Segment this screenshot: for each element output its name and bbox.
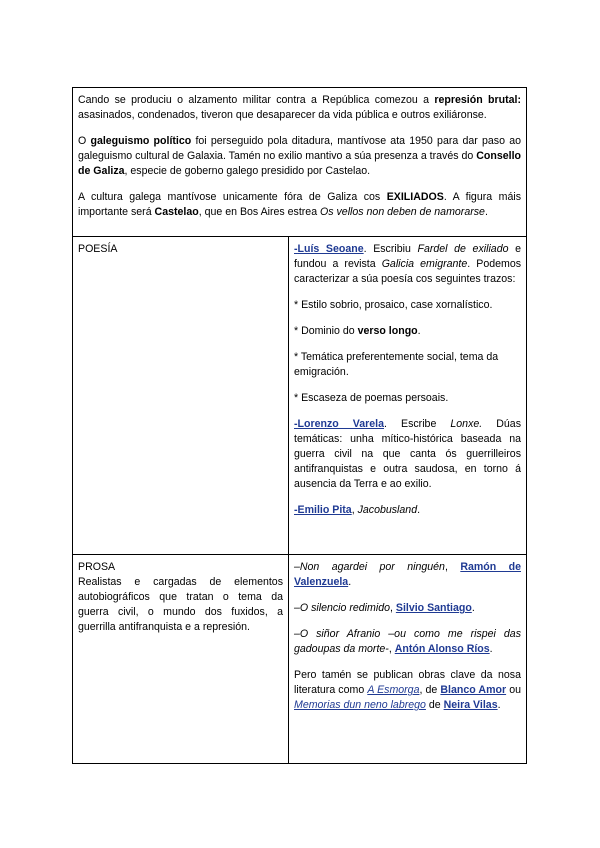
text: . [471, 602, 475, 614]
prosa-item-1 [294, 560, 521, 590]
varela-paragraph [294, 417, 521, 492]
text: . [417, 325, 421, 337]
poesia-heading: POESÍA [78, 243, 118, 255]
text: A cultura galega mantívose unicamente fóra de Galiza cos [78, 191, 387, 203]
intro-paragraph-2 [78, 134, 521, 179]
text: , [388, 643, 395, 655]
italic-title: Lonxe. [450, 418, 483, 430]
text: ou [506, 684, 521, 696]
text: - [294, 418, 298, 430]
pita-paragraph [294, 503, 521, 518]
bold-text: Castelao [154, 206, 199, 218]
prosa-item-3 [294, 627, 521, 657]
italic-title: –O siñor Afranio –ou como me rispei das gadoupas da morte- [294, 628, 521, 655]
text: , que en Bos Aires estrea [198, 206, 321, 218]
text: de [425, 699, 444, 711]
bold-text: represión brutal: [434, 94, 521, 106]
trait-2 [294, 324, 521, 339]
text: O [78, 135, 91, 147]
intro-paragraph-3 [78, 190, 521, 220]
italic-title: Jacobusland [357, 504, 418, 516]
bold-text: Consello de Galiza [78, 150, 521, 177]
poesia-heading-cell [73, 237, 289, 555]
trait-3: * Temática preferentemente social, tema da emigración. [294, 351, 499, 378]
text: foi perseguido pola ditadura, mantívose ata 1950 para dar paso ao galeguismo cultural de Galaxia. Tamén no exilio mantivo a súa presenza a través do [78, 135, 521, 162]
italic-title: –O silencio redimido [294, 602, 390, 614]
intro-paragraph-1 [78, 93, 521, 123]
text: , [444, 561, 461, 573]
text: e fundou a revista [294, 243, 521, 270]
prosa-description: Realistas e cargadas de elementos autobiográficos que tratan o tema da guerra civil, o mundo dos fuxidos, a guerrilla antifranquista e a represión. [78, 576, 283, 633]
text: . [348, 576, 352, 588]
poesia-row [73, 237, 527, 555]
text: Pero tamén se publican obras clave da nosa literatura como [294, 669, 521, 696]
prosa-heading: PROSA [78, 561, 116, 573]
text: , [389, 602, 396, 614]
text: , especie de goberno galego presidido por Castelao. [124, 165, 371, 177]
intro-row [73, 88, 527, 237]
bold-text: EXILIADOS [386, 191, 444, 203]
author-link-seoane[interactable]: Luís Seoane [297, 243, 364, 255]
author-link-valenzuela[interactable]: Ramón de Valenzuela [294, 561, 521, 588]
prosa-content-cell [289, 555, 527, 764]
text: Dúas temáticas: unha mítico-histórica baseada na guerra civil na que canta ós guerrilleiros antifranquistas e outra saudosa, en torno á ausencia da Terra e ao exilio. [294, 418, 521, 490]
intro-cell [73, 88, 527, 237]
author-link-alonso-rios[interactable]: Antón Alonso Ríos [394, 643, 490, 655]
text: * Dominio do [294, 325, 358, 337]
author-link-blanco-amor[interactable]: Blanco Amor [440, 684, 507, 696]
text: . [497, 699, 501, 711]
author-link-varela[interactable]: Lorenzo Varela [297, 418, 385, 430]
bold-text: verso longo [357, 325, 418, 337]
italic-title: Fardel de exiliado [417, 243, 509, 255]
seoane-paragraph [294, 242, 521, 287]
book-link-memorias[interactable]: Memorias dun neno labrego [294, 699, 426, 711]
italic-title: Galicia emigrante [381, 258, 468, 270]
author-link-santiago[interactable]: Silvio Santiago [395, 602, 472, 614]
text: Cando se produciu o alzamento militar contra a República comezou a [78, 94, 435, 106]
trait-1: * Estilo sobrio, prosaico, case xornalístico. [294, 299, 493, 311]
text: . Podemos caracterizar a súa poesía cos seguintes trazos: [294, 258, 522, 285]
poesia-content-cell [289, 237, 527, 555]
author-link-pita[interactable]: Emilio Pita [297, 504, 352, 516]
text: . [489, 643, 493, 655]
text: . [417, 504, 421, 516]
prosa-item-2 [294, 601, 521, 616]
trait-4: * Escaseza de poemas persoais. [294, 392, 449, 404]
text: . Escribe [384, 418, 451, 430]
text: , [351, 504, 358, 516]
bold-text: galeguismo político [90, 135, 192, 147]
author-link-neira-vilas[interactable]: Neira Vilas [443, 699, 498, 711]
text: asasinados, condenados, tiveron que desaparecer da vida pública e outros exiliáronse. [78, 109, 487, 121]
prosa-row [73, 555, 527, 764]
content-table [72, 87, 527, 764]
text: , de [419, 684, 441, 696]
book-link-a-esmorga[interactable]: A Esmorga [367, 684, 420, 696]
italic-title: –Non agardei por ninguén [294, 561, 445, 573]
text: - [294, 243, 298, 255]
text: . A figura máis importante será [78, 191, 521, 218]
text: - [294, 504, 298, 516]
italic-title: Os vellos non deben de namorarse [320, 206, 485, 218]
prosa-extra-paragraph [294, 668, 521, 713]
prosa-heading-cell [73, 555, 289, 764]
text: . [484, 206, 488, 218]
text: . Escribiu [363, 243, 418, 255]
